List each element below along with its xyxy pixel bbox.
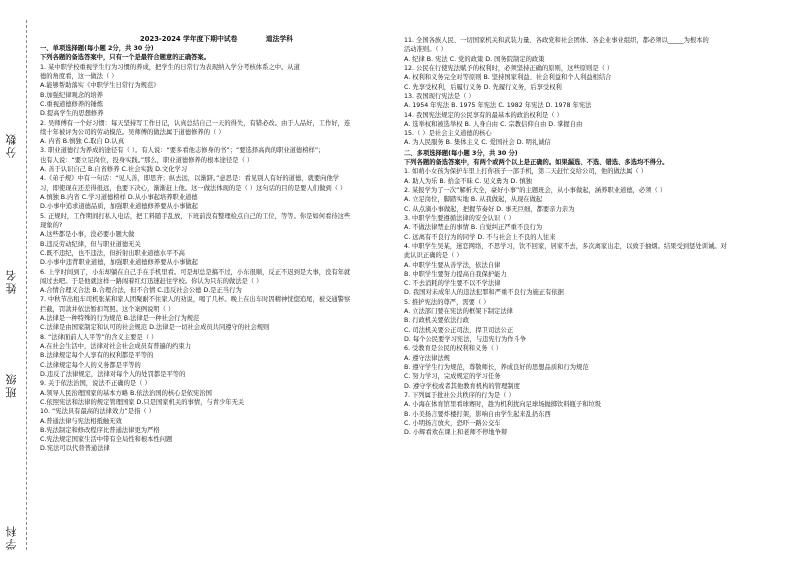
paper-year: 2023-2024 学年度下期中试卷	[140, 35, 238, 43]
right-column-line: C. 远离有不良行为的同学 D. 不与社会上不良的人往来	[404, 233, 556, 241]
right-column-line: 1. 如萌小女孩为保护车里上打你孩子一部手机，第二天赶忙交给公司，他的做法属（ ）	[404, 168, 647, 176]
left-column-line: 德的角度看，这一做法（ ）	[40, 72, 118, 80]
right-column-line: 11. 全国各族人民、一切国家机关和武装力量、各政党和社会团体、各企业事业组织，都必须以_____为根本的	[404, 37, 709, 44]
right-column-line: 12. 公民在行使宪法赋予的权利时，必须坚持正确的原则，这些原则是（ ）	[404, 64, 614, 72]
left-column-line: 7. 中秋节出租车司机张某和家人团聚耐不住家人的劝说，喝了几杯。晚上在出车时因精神恍惚追尾，被交通警察	[40, 296, 351, 304]
right-column-line: 13. 我国现行宪法是（ ）	[404, 92, 475, 100]
right-column-line: 6. 受教育是公民的权利和义务（ ）	[404, 345, 503, 353]
right-column-line: 5. 推护宪法的尊严，需要（ ）	[404, 298, 490, 306]
left-column-line: 3. 职业道德行为养成的途径有（ ）。有人说：“要多看他志修身的书”；“要选择高尚的职业道德榜样”；	[40, 147, 325, 155]
binding-line	[26, 20, 27, 550]
left-column-line: 也有人说：“要立足岗位，投身实践。”那么，职业道德修养的根本途径是（ ）	[40, 156, 254, 164]
left-column-line: 2. 吴师傅有一个好习惯：每天坚持写工作日记，认真总结自己一天的得失，有错必改。由于人品好，工作好，连	[40, 119, 351, 127]
right-column-line: A. 立法部门要在宪法的框架下制定法律	[404, 308, 513, 316]
left-column-line: C.法律是由国家制定和认可的社会规范 D.法律是一切社会成员共同遵守的社会规则	[40, 324, 270, 332]
left-column-line: 6. 上学时间到了，小东却躺在自己手在手机里看。可是却总是搞不过，小东很顺，反正不迟到是大事，没有年就	[40, 268, 351, 276]
right-column-line: C. 从点滴小事做起，把握节奏好 D. 事无巨细，都要亲力亲为	[404, 205, 575, 213]
right-column-line: 2. 某报学为了一次“解析大全，豪好小事”的主题班会，从小事做起，涵养职业道德，必须（ ）	[404, 187, 667, 194]
right-column-line: D. 我国对未成年人的违法犯罪和严重不良行为施正有依据	[404, 289, 564, 297]
margin-label-name: 姓名	[5, 268, 18, 294]
left-column-line: A.能够帮助落实《中职学生日常行为规范》	[40, 82, 160, 90]
right-column-line: A. 立足岗位，脚踏实地 B. 从我做起，从现在做起	[404, 196, 543, 204]
right-column-line: 15.（ ）是社会主义道德的核心	[404, 130, 492, 138]
left-column-line: B.宪法制定和修改程序比普通法律更为严格	[40, 426, 160, 434]
right-column-line: C. 先享受权利，后履行义务 D. 先履行义务，后享受权利	[404, 83, 562, 91]
right-column-line: D. 遵守学校或者其他教育机构的管理制度	[404, 382, 520, 390]
left-column-line: A.在社会生活中，法律对社会社会成员有普遍的约束力	[40, 343, 192, 350]
right-column-line: A. 不做法律禁止的事情 B. 自觉纠正严重不良行为	[404, 224, 543, 232]
left-column-line: 10. “宪法具有最高的法律效力”是指（ ）	[40, 408, 155, 416]
right-column-line: 此认识正确的是（ ）	[404, 252, 463, 260]
paper-subject: 道法学科	[265, 35, 293, 43]
left-column-line: C.既不违纪，也不违法，但折射出职业道德水平不高	[40, 249, 185, 257]
right-column-line: B. 遵守学生行为规范，尊敬师长，养成良好的思想品质和行为规范	[404, 363, 589, 371]
left-column-line: C.法律规定每个人的义务都是平等的	[40, 361, 141, 369]
right-column-line: 活动准则。（ ）	[404, 46, 447, 54]
left-column-line: 下列各题的备选答案中，只有一个是最符合题意的正确答案。	[40, 54, 211, 62]
right-column-line: A. 为人民服务 B. 集体主义 C. 爱国社会 D. 明礼诚信	[404, 139, 551, 147]
right-column-line: C. 努力学习，完成规定的学习任务	[404, 373, 501, 381]
left-column-line: A.合情合理又合法 B.合理合法，但不合情 C.违反社会公德 D.是正当行为	[40, 287, 242, 295]
right-column-line: C. 小明扬言放火，恐吓一路公交车	[404, 419, 501, 427]
paper-header	[140, 33, 319, 43]
right-column-line: 二、多项选择题(每小题 3分，共 30 分)	[404, 149, 518, 157]
right-column-line: A. 助人为乐 B. 拾金不昧 C. 见义勇为 D. 慎独	[404, 177, 532, 185]
right-column-line: D. 每个公民要学习宪法，与违宪行为作斗争	[404, 336, 527, 343]
left-column-line: A.这些都是小事，没必要小题大做	[40, 231, 135, 239]
right-column-line: A. 权利和义务完全对等原则 B. 坚持国家利益、社会利益和个人利益相结合	[404, 74, 612, 82]
right-column-line: 7. 下列属于批社公共秩序的行为是（ ）	[404, 391, 515, 399]
left-column-line: D.提高学生的思想修养	[40, 110, 104, 118]
left-column-line: 8. “法律面前人人平等”的含义主要是（ ）	[40, 333, 158, 341]
right-column-line: 4. 中职学生吴某，迷恋网络，不思学习，饮不回家，居家不去，多次离家出走，以致于抽烟。结果受到惩处训诫。对	[404, 242, 727, 250]
right-column-line: A. 小海在体育馆里看球赛时，趁为机利扰向足球场抛掷饮料瓶子和垃圾	[404, 401, 602, 409]
right-column-line: A. 选举权和被选举权 B. 人身自由 C. 宗教信仰自由 D. 掌握自由	[404, 120, 583, 128]
left-column-line: 9. 关于依法治国，说法不正确的是（ ）	[40, 380, 151, 388]
right-column-line: B. 小美扬言要炸楼打架，影响自由学生起来乱扔东西	[404, 410, 551, 418]
left-column-line: 现象的?	[40, 221, 63, 229]
right-column-line: 14. 我国宪法规定的公民享有的最基本的政治权利是（ ）	[404, 111, 563, 119]
left-column-line: A. 内省 B.慎独 C.取自 D.认真	[40, 138, 125, 146]
left-column-line: A.慎独 B.内省 C.学习道德榜样 D.从小事起培养职业道德	[40, 194, 198, 201]
left-column-line: 5. 正规时，工作期间打私人电话，把工料随手乱放，下班前没有整理检点自己的工位，等等。你是如何看待这些	[40, 212, 351, 220]
right-column	[404, 36, 780, 554]
left-column-line: 一、单项选择题(每小题 2分，共 30 分)	[40, 45, 154, 52]
left-column-line: 4.《弟子规》中有一句话：“见人善，即思齐；纵去远，以渐跻。”意思是：看见别人有好的道德，就要向他学	[40, 175, 340, 183]
left-column-line: C.重视道德修养的锤炼	[40, 100, 104, 108]
left-column-line: A.普通法律与宪法相抵触无效	[40, 417, 122, 425]
right-column-line: C. 不去消耗的学生要不以不学法律	[404, 280, 501, 288]
left-column-line: 拦截，罚款并依法暂扣驾照。这个案例说明（ ）	[40, 305, 175, 313]
left-column-line: D.小事中违背职业道德，加强职业道德修养要从小事做起	[40, 259, 198, 267]
left-column-line: B.法律规定每个人享有的权利都是平等的	[40, 352, 154, 360]
margin-label-subject: 学科	[5, 524, 18, 550]
left-column-line: D.小事中追求道德品质，加强职业道德修养要从小事做起	[40, 203, 198, 211]
left-column-line: A. 善于认识自己 B.自省修养 C.社会实践 D.文化学习	[40, 166, 188, 174]
margin-label-class: 班级	[5, 372, 18, 398]
left-column-line: A.法律是一种特殊的行为规范 B.法律是一种社会行为规范	[40, 315, 200, 323]
left-column-line: D.宪法可以代替普通法律	[40, 445, 110, 453]
right-column-line: 3. 中职学生要遵循法律的安全认识（ ）	[404, 214, 515, 222]
left-column-line: C.依照宪法和法律的规定管理国家 D.只是国家机关的事情，与青少年无关	[40, 398, 245, 406]
right-column-line: A. 遵守法律法规	[404, 354, 450, 362]
left-column-line: C.宪法规定国家生活中带有全局性和根本性问题	[40, 436, 173, 444]
right-column-line: B. 行政机关要依法行政	[404, 317, 469, 325]
right-column-line: B. 中职学生要努力提高自我保护能力	[404, 270, 507, 278]
left-column-line: A.领导人民治理国家的基本方略 B.依法治国的核心是依宪治国	[40, 389, 212, 397]
right-column-line: D. 小辉看欢在课上和老师不停地争辩	[404, 429, 508, 437]
right-column-line: C. 司法机关要公正司法，捍卫司法公正	[404, 326, 514, 334]
margin-label-score: 分数	[5, 132, 18, 158]
left-column	[40, 44, 392, 554]
right-column-line: 下列各题的备选答案中，有两个或两个以上是正确的。如果漏选、不选、错选、多选均不得分。	[404, 159, 669, 167]
left-column-line: D.违反了法律规定，法律对每个人的处罚都是平等的	[40, 370, 186, 378]
left-column-line: 续十年被评为公司的劳动模范。吴师傅的做法属于道德修养的（ ）	[40, 128, 225, 136]
left-column-line: B.违反劳动纪律，但与职业道德无关	[40, 240, 141, 248]
right-column-line: A. 纪律 B. 宪法 C. 党的政策 D. 国务院制定的政策	[404, 55, 545, 63]
right-column-line: A. 中职学生要从善学法，依法自律	[404, 261, 501, 269]
left-column-line: 闯过去吧。于是他就这样一路闯着红灯迅速赶往学校。你认为只东的做法是（ ）	[40, 277, 263, 285]
right-column-line: A. 1954 年宪法 B. 1975 年宪法 C. 1982 年宪法 D. 1978 年宪法	[404, 102, 592, 110]
left-column-line: 1. 某中职学校重视学生行为习惯的养成，把学生的日常行为表现纳入学分考核体系之中。从道	[40, 63, 300, 71]
left-column-line: 习，即使现在还差得很远，也要下决心，渐渐赶上他。这一做法体现的是（ ）这句话的目的是要人们做到（ ）	[40, 184, 347, 192]
left-column-line: B.加强纪律观念的培养	[40, 91, 103, 99]
